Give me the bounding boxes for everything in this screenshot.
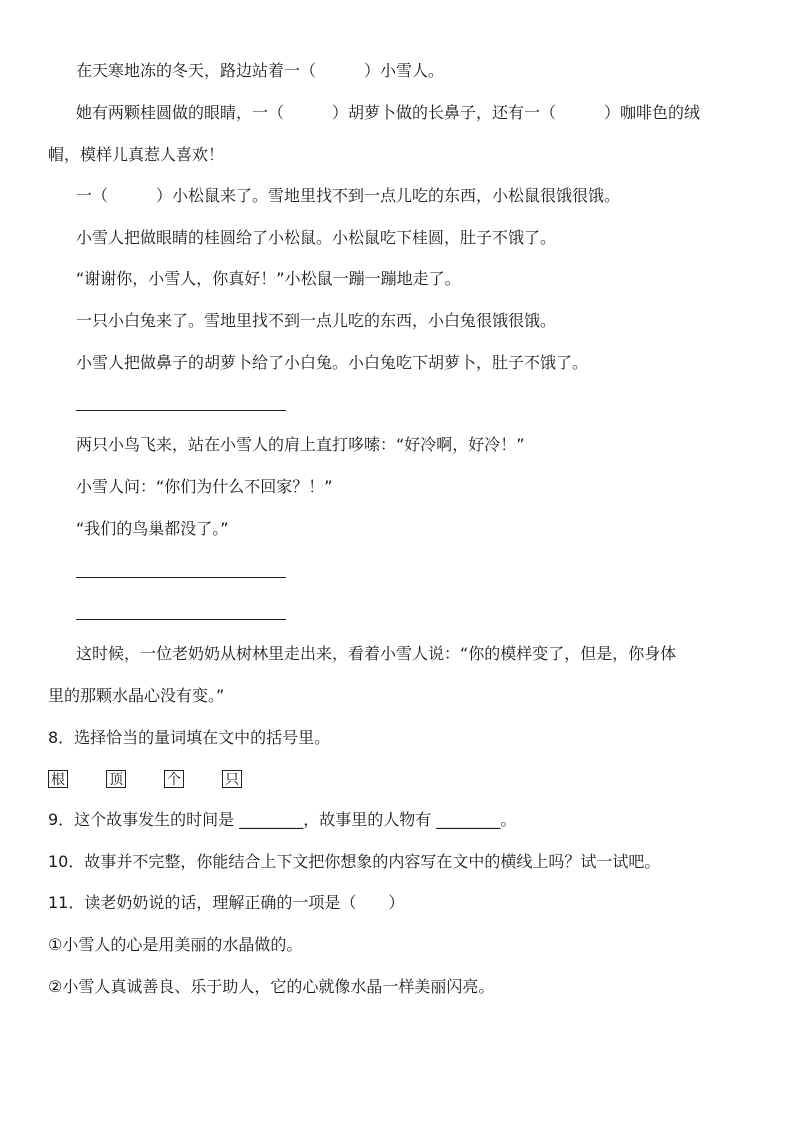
story-paragraph-6: 一只小白兔来了。雪地里找不到一点儿吃的东西，小白兔很饿很饿。 [76,311,557,330]
question-10: 10．故事并不完整，你能结合上下文把你想象的内容写在文中的横线上吗？试一试吧。 [48,852,661,871]
story-paragraph-11-line-1: 这时候，一位老奶奶从树林里走出来，看着小雪人说：“你的模样变了，但是，你身体 [76,644,677,663]
story-paragraph-8: 两只小鸟飞来，站在小雪人的肩上直打哆嗦：“好冷啊，好冷！” [76,435,525,454]
story-paragraph-2-line-2: 帽，模样儿真惹人喜欢！ [48,145,225,164]
question-11-option-1: ①小雪人的心是用美丽的水晶做的。 [48,935,303,954]
story-paragraph-10: “我们的鸟巢都没了。” [76,519,229,538]
question-11-option-2: ②小雪人真诚善良、乐于助人，它的心就像水晶一样美丽闪亮。 [48,977,495,996]
question-8: 8．选择恰当的量词填在文中的括号里。 [48,728,331,747]
story-paragraph-7: 小雪人把做鼻子的胡萝卜给了小白兔。小白兔吃下胡萝卜，肚子不饿了。 [76,353,589,372]
question-11: 11．读老奶奶说的话，理解正确的一项是（ ） [48,893,405,912]
answer-blank-line-2[interactable] [76,577,286,578]
question-9: 9．这个故事发生的时间是 ________，故事里的人物有 ________。 [48,810,517,829]
story-paragraph-4: 小雪人把做眼睛的桂圆给了小松鼠。小松鼠吃下桂圆，肚子不饿了。 [76,228,557,247]
story-paragraph-9: 小雪人问：“你们为什么不回家？！” [76,477,333,496]
measure-word-option-3: 个 [164,770,184,788]
story-paragraph-3: 一（ ）小松鼠来了。雪地里找不到一点儿吃的东西，小松鼠很饿很饿。 [76,186,621,205]
story-paragraph-2-line-1: 她有两颗桂圆做的眼睛，一（ ）胡萝卜做的长鼻子，还有一（ ）咖啡色的绒 [76,103,701,122]
story-paragraph-5: “谢谢你，小雪人，你真好！”小松鼠一蹦一蹦地走了。 [76,269,461,288]
answer-blank-line-1[interactable] [76,410,286,411]
measure-word-option-4: 只 [222,770,242,788]
measure-word-option-1: 根 [48,770,68,788]
measure-word-option-2: 顶 [106,770,126,788]
story-paragraph-1: 在天寒地冻的冬天，路边站着一（ ）小雪人。 [76,61,445,80]
story-paragraph-11-line-2: 里的那颗水晶心没有变。” [48,686,225,705]
answer-blank-line-3[interactable] [76,619,286,620]
